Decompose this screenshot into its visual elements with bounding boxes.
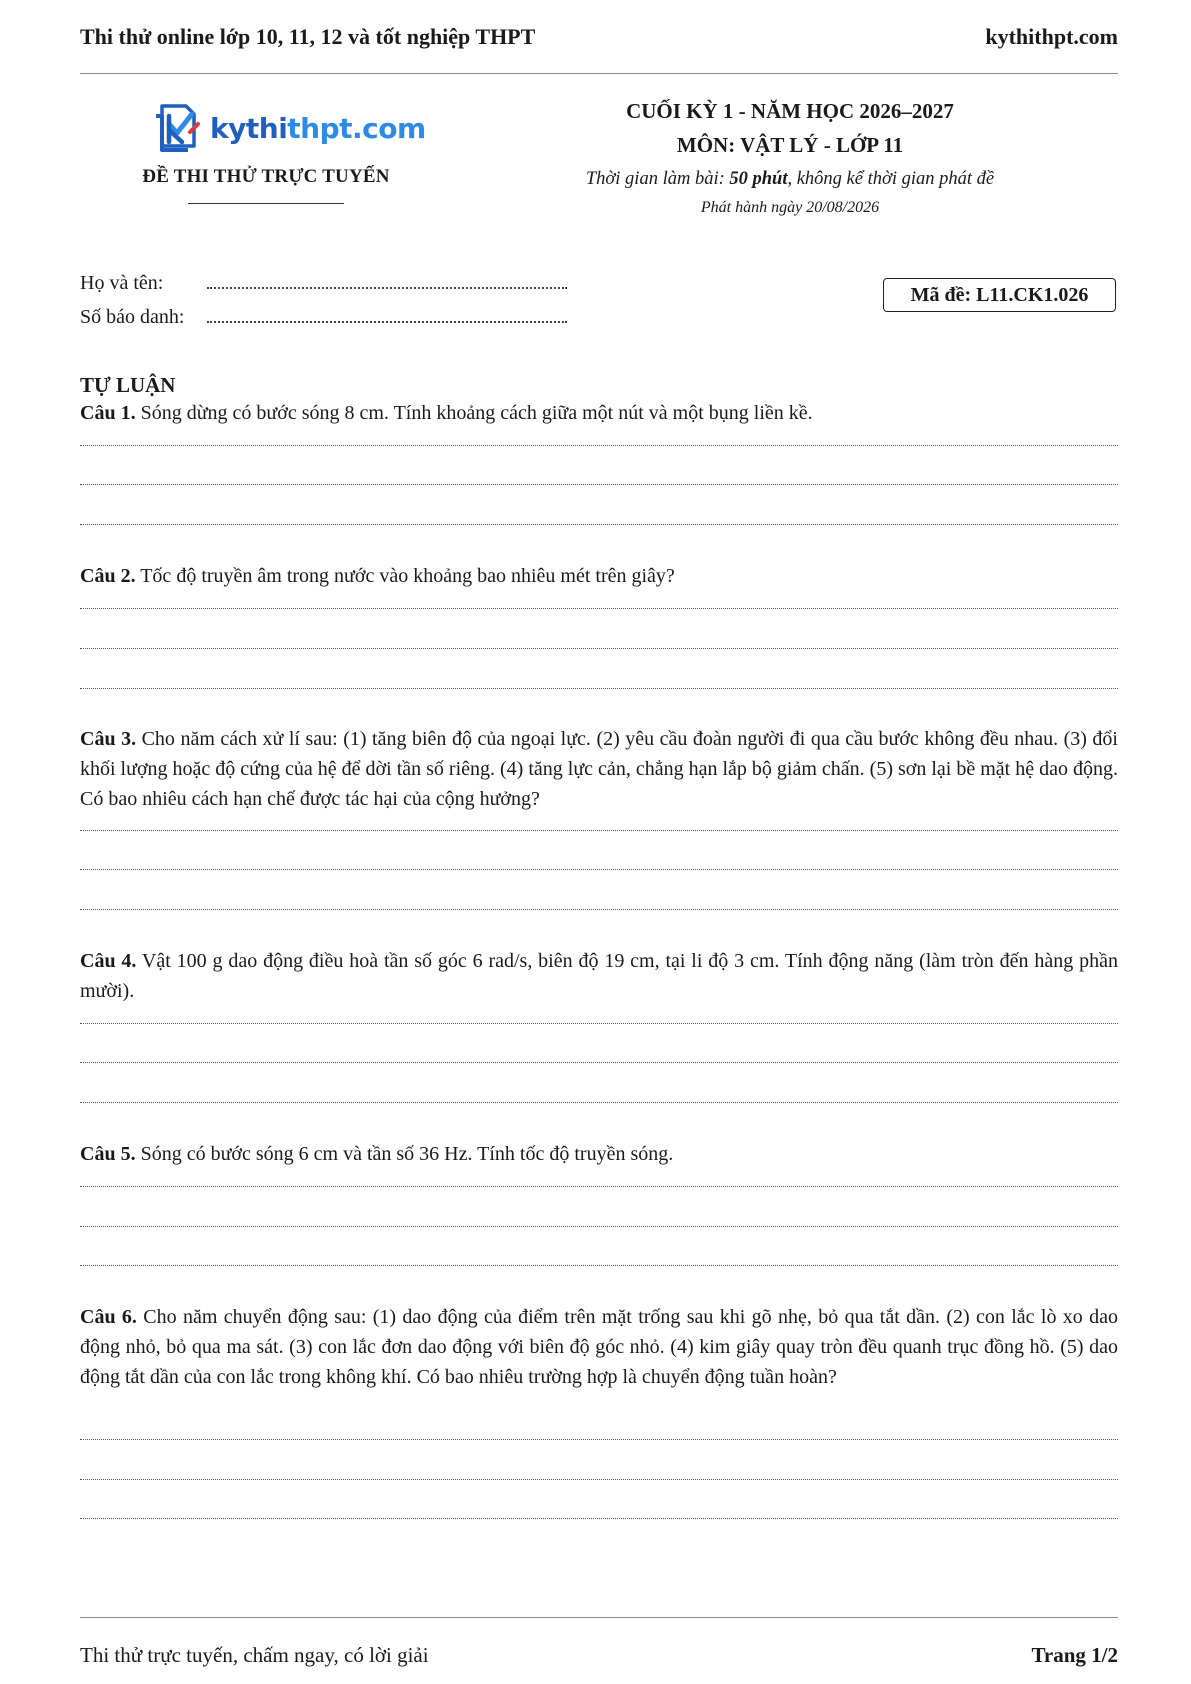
logo-wordmark <box>210 112 426 145</box>
logo-wordmark-part2: thpt.com <box>287 111 426 145</box>
running-footer <box>80 1640 1118 1670</box>
org-name: ĐỀ THI THỬ TRỰC TUYẾN <box>142 166 390 187</box>
footer-tagline: Thi thử trực tuyến, chấm ngay, có lời giải <box>80 1642 429 1667</box>
exam-duration-suffix: , không kể thời gian phát đề <box>787 169 995 189</box>
candidate-info <box>80 265 567 333</box>
question-6 <box>80 1302 1118 1392</box>
exam-subject: MÔN: VẬT LÝ - LỚP 11 <box>676 133 904 157</box>
question-4 <box>80 946 1118 1006</box>
candidate-name-field[interactable] <box>207 265 567 289</box>
answer-line[interactable] <box>80 1265 1118 1266</box>
question-5 <box>80 1139 1118 1169</box>
answer-line[interactable] <box>80 484 1118 485</box>
question-text: Sóng có bước sóng 6 cm và tần số 36 Hz. Tính tốc độ truyền sóng. <box>140 1143 674 1165</box>
question-text: Cho năm chuyển động sau: (1) dao động của điểm trên mặt trống sau khi gõ nhẹ, bỏ qua tắt dần. (2) con lắc lò xo dao động nhỏ, bỏ qua ma sát. (3) con lắc đơn dao động với biên độ góc nhỏ. (4) kim giây quay tròn đều quanh trục đồng hồ. (5) dao động tắt dần của con lắc trong không khí. Có bao nhiêu trường hợp là chuyển động tuần hoàn? <box>80 1306 1119 1388</box>
answer-line[interactable] <box>80 648 1118 649</box>
question-label: Câu 6. <box>80 1306 137 1328</box>
answer-line[interactable] <box>80 1439 1118 1440</box>
answer-line[interactable] <box>80 688 1118 689</box>
site-logo[interactable] <box>152 100 426 156</box>
exam-code-badge: Mã đề: L11.CK1.026 <box>883 278 1116 312</box>
question-text: Tốc độ truyền âm trong nước vào khoảng bao nhiêu mét trên giây? <box>140 565 675 587</box>
org-underline <box>188 203 344 204</box>
header-site[interactable]: kythithpt.com <box>985 24 1118 49</box>
candidate-id-label: Số báo danh: <box>80 306 185 328</box>
answer-line[interactable] <box>80 1479 1118 1480</box>
question-label: Câu 4. <box>80 950 137 972</box>
running-header <box>80 22 1118 52</box>
answer-line[interactable] <box>80 1062 1118 1063</box>
exam-title: CUỐI KỲ 1 - NĂM HỌC 2026–2027 <box>626 99 954 123</box>
candidate-name-row <box>80 265 567 299</box>
footer-rule <box>80 1617 1118 1618</box>
answer-line[interactable] <box>80 524 1118 525</box>
question-text: Sóng dừng có bước sóng 8 cm. Tính khoảng cách giữa một nút và một bụng liền kề. <box>140 402 813 424</box>
answer-line[interactable] <box>80 608 1118 609</box>
candidate-id-field[interactable] <box>207 299 567 323</box>
answer-line[interactable] <box>80 1102 1118 1103</box>
exam-duration-value: 50 phút <box>729 169 788 189</box>
answer-line[interactable] <box>80 1186 1118 1187</box>
exam-page <box>80 0 1118 1684</box>
exam-heading <box>540 96 1040 220</box>
candidate-name-label: Họ và tên: <box>80 272 164 294</box>
question-2 <box>80 561 1118 591</box>
question-label: Câu 2. <box>80 565 136 587</box>
header-rule <box>80 73 1118 74</box>
answer-line[interactable] <box>80 909 1118 910</box>
page-number: Trang 1/2 <box>1031 1642 1118 1667</box>
question-label: Câu 5. <box>80 1143 136 1165</box>
answer-line[interactable] <box>80 869 1118 870</box>
question-label: Câu 3. <box>80 728 137 750</box>
candidate-id-row <box>80 299 567 333</box>
question-text: Cho năm cách xử lí sau: (1) tăng biên độ của ngoại lực. (2) yêu cầu đoàn người đi qua cầu bước không đều nhau. (3) đổi khối lượng hoặc độ cứng của hệ để dời tần số riêng. (4) tăng lực cản, chẳng hạn lắp bộ giảm chấn. (5) sơn lại bề mặt hệ dao động. Có bao nhiêu cách hạn chế được tác hại của cộng hưởng? <box>80 728 1118 810</box>
question-text: Vật 100 g dao động điều hoà tần số góc 6 rad/s, biên độ 19 cm, tại li độ 3 cm. Tính động năng (làm tròn đến hàng phần mười). <box>80 950 1118 1002</box>
answer-line[interactable] <box>80 1023 1118 1024</box>
header-tagline: Thi thử online lớp 10, 11, 12 và tốt nghiệp THPT <box>80 24 536 49</box>
answer-line[interactable] <box>80 1518 1118 1519</box>
section-title: TỰ LUẬN <box>80 373 176 397</box>
question-label: Câu 1. <box>80 402 136 424</box>
answer-line[interactable] <box>80 445 1118 446</box>
answer-line[interactable] <box>80 1226 1118 1227</box>
answer-line[interactable] <box>80 830 1118 831</box>
exam-paper-logo-icon <box>152 102 202 154</box>
exam-duration-prefix: Thời gian làm bài: <box>585 169 730 189</box>
question-3 <box>80 724 1118 814</box>
exam-duration <box>540 164 1040 194</box>
exam-release-date: Phát hành ngày 20/08/2026 <box>700 199 880 216</box>
logo-wordmark-part1: kythi <box>210 111 288 145</box>
question-1 <box>80 398 1118 428</box>
